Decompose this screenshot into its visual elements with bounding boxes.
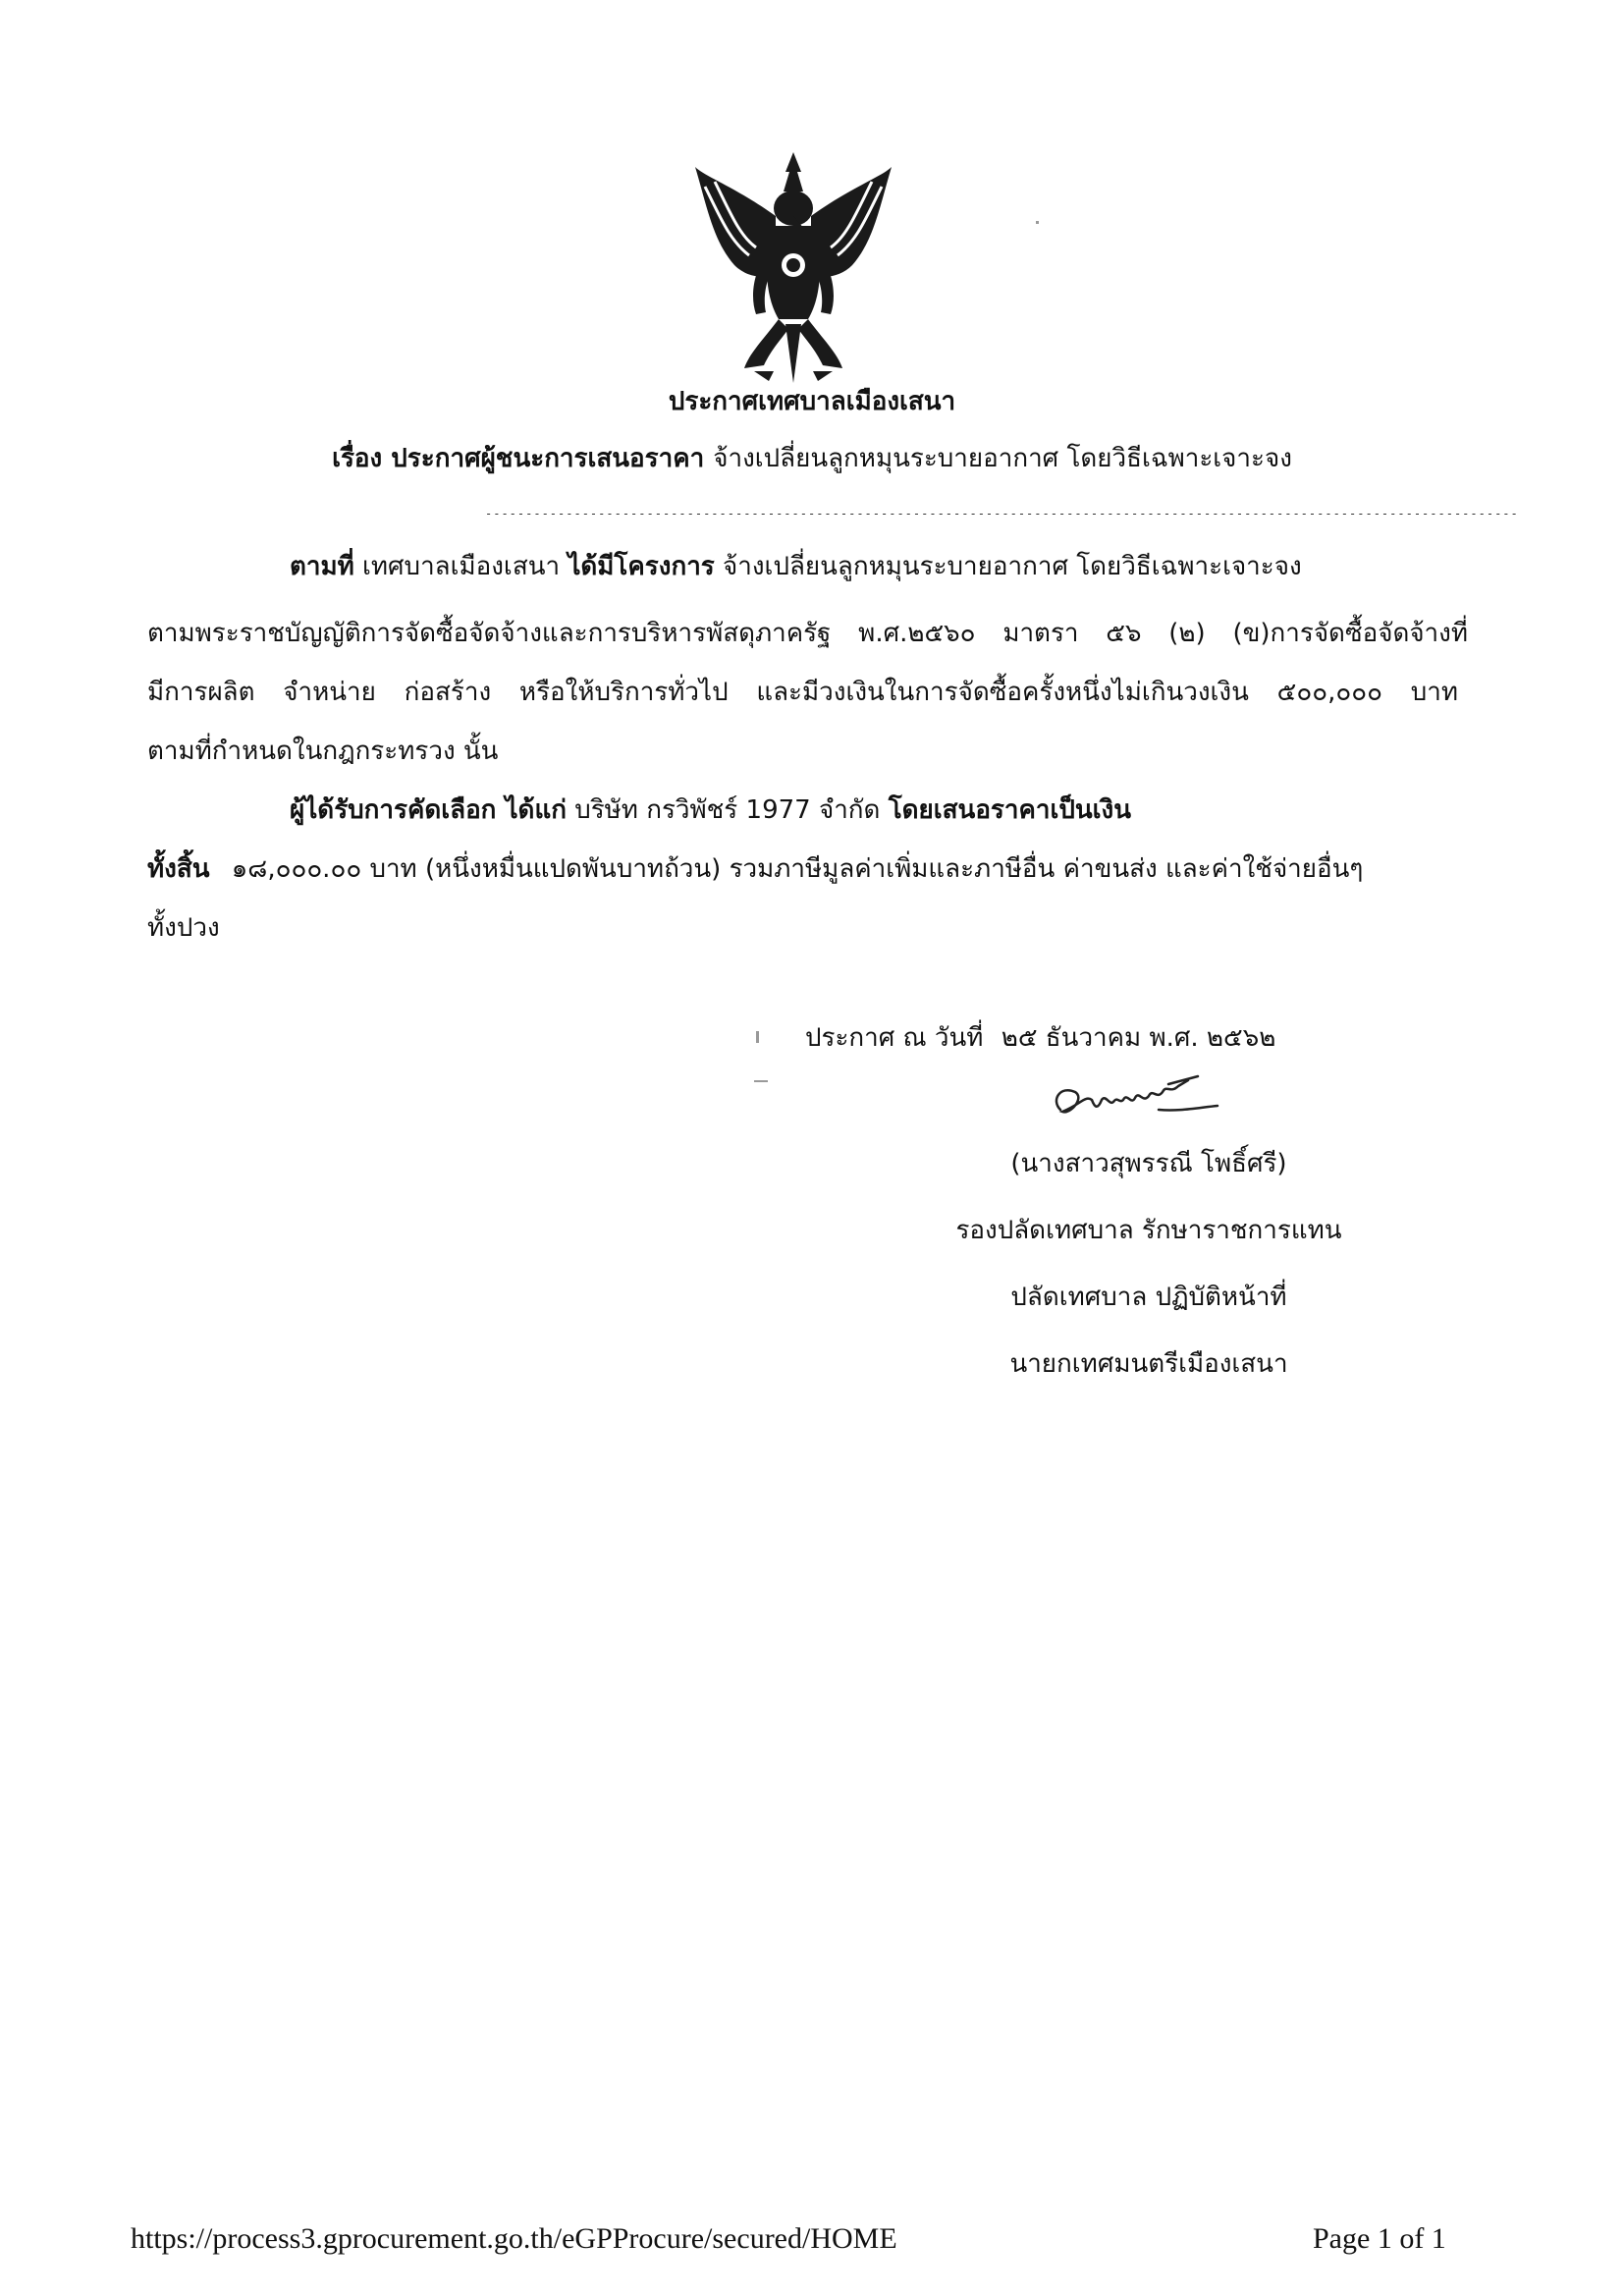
separator-line: -------------------------------------------------------------------------------------------------------------------------------- <box>485 507 1519 520</box>
paragraph-1-line-2: ตามพระราชบัญญัติการจัดซื้อจัดจ้างและการบริหารพัสดุภาครัฐ พ.ศ.๒๕๖๐ มาตรา ๕๖ (๒) (ข)การจัดซื้อจัดจ้างที่ <box>147 619 1468 648</box>
p2-tail: รวมภาษีมูลค่าเพิ่มและภาษีอื่น ค่าขนส่ง และค่าใช้จ่ายอื่นๆ <box>729 854 1364 884</box>
p1-project: จ้างเปลี่ยนลูกหมุนระบายอากาศ โดยวิธีเฉพาะเจาะจง <box>723 552 1302 581</box>
footer-page-number: Page 1 of 1 <box>1313 2222 1446 2255</box>
paragraph-1-line-4: ตามที่กำหนดในกฎกระทรวง นั้น <box>147 737 499 766</box>
p2-amount-text: บาท (หนึ่งหมื่นแปดพันบาทถ้วน) <box>369 854 722 884</box>
announcement-date <box>805 1021 1275 1055</box>
scan-speck <box>754 1080 768 1082</box>
p2-label-2: โดยเสนอราคาเป็นเงิน <box>888 795 1132 825</box>
announcement-subject <box>0 442 1624 475</box>
signer-position-1: รองปลัดเทศบาล รักษาราชการแทน <box>955 1216 1342 1245</box>
p2-label-1: ผู้ได้รับการคัดเลือก ได้แก่ <box>290 795 567 825</box>
paragraph-2-line-2 <box>147 852 1363 886</box>
announcement-title: ประกาศเทศบาลเมืองเสนา <box>668 387 956 416</box>
subject-label: เรื่อง ประกาศผู้ชนะการเสนอราคา <box>332 444 705 473</box>
paragraph-1-line-3: มีการผลิต จำหน่าย ก่อสร้าง หรือให้บริการทั่วไป และมีวงเงินในการจัดซื้อครั้งหนึ่งไม่เกินวงเงิน ๕๐๐,๐๐๐ บาท <box>147 678 1458 707</box>
signer-position-2: ปลัดเทศบาล ปฏิบัติหน้าที่ <box>1010 1283 1287 1312</box>
paragraph-2-line-1 <box>290 793 1131 827</box>
p2-amount: ๑๘,๐๐๐.๐๐ <box>231 854 362 884</box>
subject-text: จ้างเปลี่ยนลูกหมุนระบายอากาศ โดยวิธีเฉพาะเจาะจง <box>713 444 1292 473</box>
footer-url: https://process3.gprocurement.go.th/eGPProcure/secured/HOME <box>131 2222 897 2255</box>
signer-name: (นางสาวสุพรรณี โพธิ์ศรี) <box>1010 1149 1287 1178</box>
p1-label-2: ได้มีโครงการ <box>568 552 715 581</box>
garuda-emblem <box>695 147 892 388</box>
p1-organization: เทศบาลเมืองเสนา <box>362 552 561 581</box>
p2-company: บริษัท กรวิพัชร์ 1977 จำกัด <box>574 795 881 825</box>
scan-speck <box>1036 221 1039 224</box>
scan-speck <box>756 1031 759 1043</box>
date-value: ๒๕ ธันวาคม พ.ศ. ๒๕๖๒ <box>1001 1023 1276 1053</box>
p2-total-label: ทั้งสิ้น <box>147 854 210 884</box>
date-label: ประกาศ ณ วันที่ <box>805 1023 984 1053</box>
handwritten-signature <box>1041 1070 1237 1129</box>
paragraph-2-line-3: ทั้งปวง <box>147 913 220 943</box>
p1-label-1: ตามที่ <box>290 552 354 581</box>
paragraph-1-line-1 <box>290 550 1302 583</box>
signer-position-3: นายกเทศมนตรีเมืองเสนา <box>1009 1349 1288 1379</box>
